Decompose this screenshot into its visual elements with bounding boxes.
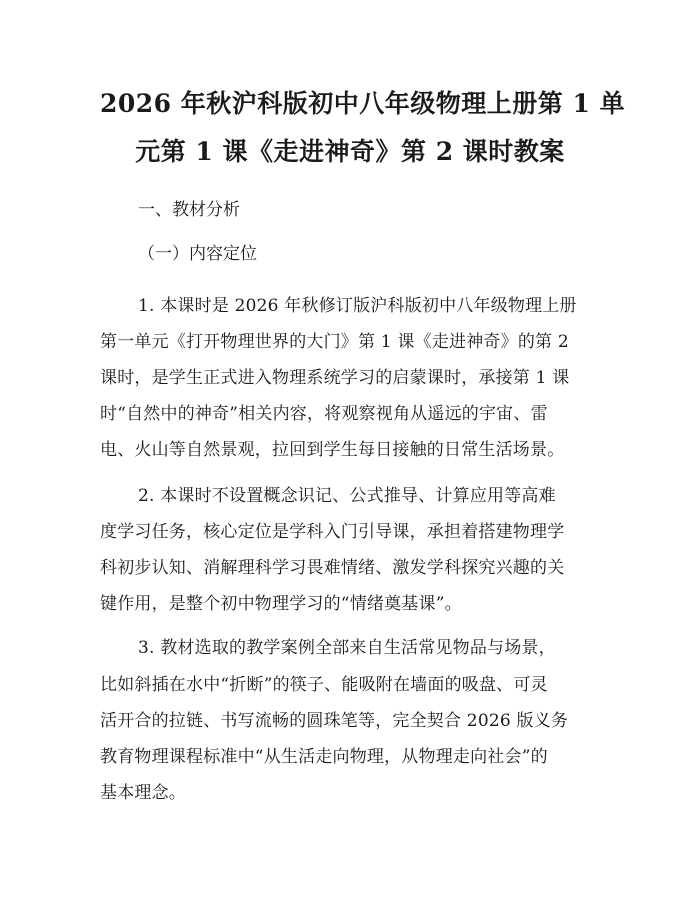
paragraph-2-line-4: 键作用，是整个初中物理学习的“情绪奠基课”。	[100, 594, 462, 614]
paragraph-2-line-1: 2. 本课时不设置概念识记、公式推导、计算应用等高难	[138, 486, 556, 506]
paragraph-2-line-3: 科初步认知、消解理科学习畏难情绪、激发学科探究兴趣的关	[100, 558, 565, 578]
paragraph-2-line-2: 度学习任务，核心定位是学科入门引导课，承担着搭建物理学	[100, 522, 565, 542]
paragraph-1-line-3: 课时，是学生正式进入物理系统学习的启蒙课时，承接第 1 课	[100, 368, 570, 388]
paragraph-3-line-1: 3. 教材选取的教学案例全部来自生活常见物品与场景，	[138, 638, 556, 658]
paragraph-3-line-2: 比如斜插在水中“折断”的筷子、能吸附在墙面的吸盘、可灵	[100, 675, 548, 695]
section-heading: 一、教材分析	[138, 200, 240, 220]
paragraph-1-line-4: 时“自然中的神奇”相关内容，将观察视角从遥远的宇宙、雷	[100, 404, 548, 424]
paragraph-3-line-5: 基本理念。	[100, 783, 186, 803]
paragraph-1-line-5: 电、火山等自然景观，拉回到学生每日接触的日常生活场景。	[100, 440, 565, 460]
paragraph-3-line-3: 活开合的拉链、书写流畅的圆珠笔等，完全契合 2026 版义务	[100, 711, 569, 731]
paragraph-1-line-1: 1. 本课时是 2026 年秋修订版沪科版初中八年级物理上册	[138, 296, 577, 316]
document-title-line-1: 2026 年秋沪科版初中八年级物理上册第 1 单	[100, 89, 626, 118]
paragraph-3-line-4: 教育物理课程标准中“从生活走向物理，从物理走向社会”的	[100, 747, 548, 767]
paragraph-1-line-2: 第一单元《打开物理世界的大门》第 1 课《走进神奇》的第 2	[100, 332, 569, 352]
document-title-line-2: 元第 1 课《走进神奇》第 2 课时教案	[135, 137, 565, 166]
subsection-heading: （一）内容定位	[138, 244, 257, 264]
